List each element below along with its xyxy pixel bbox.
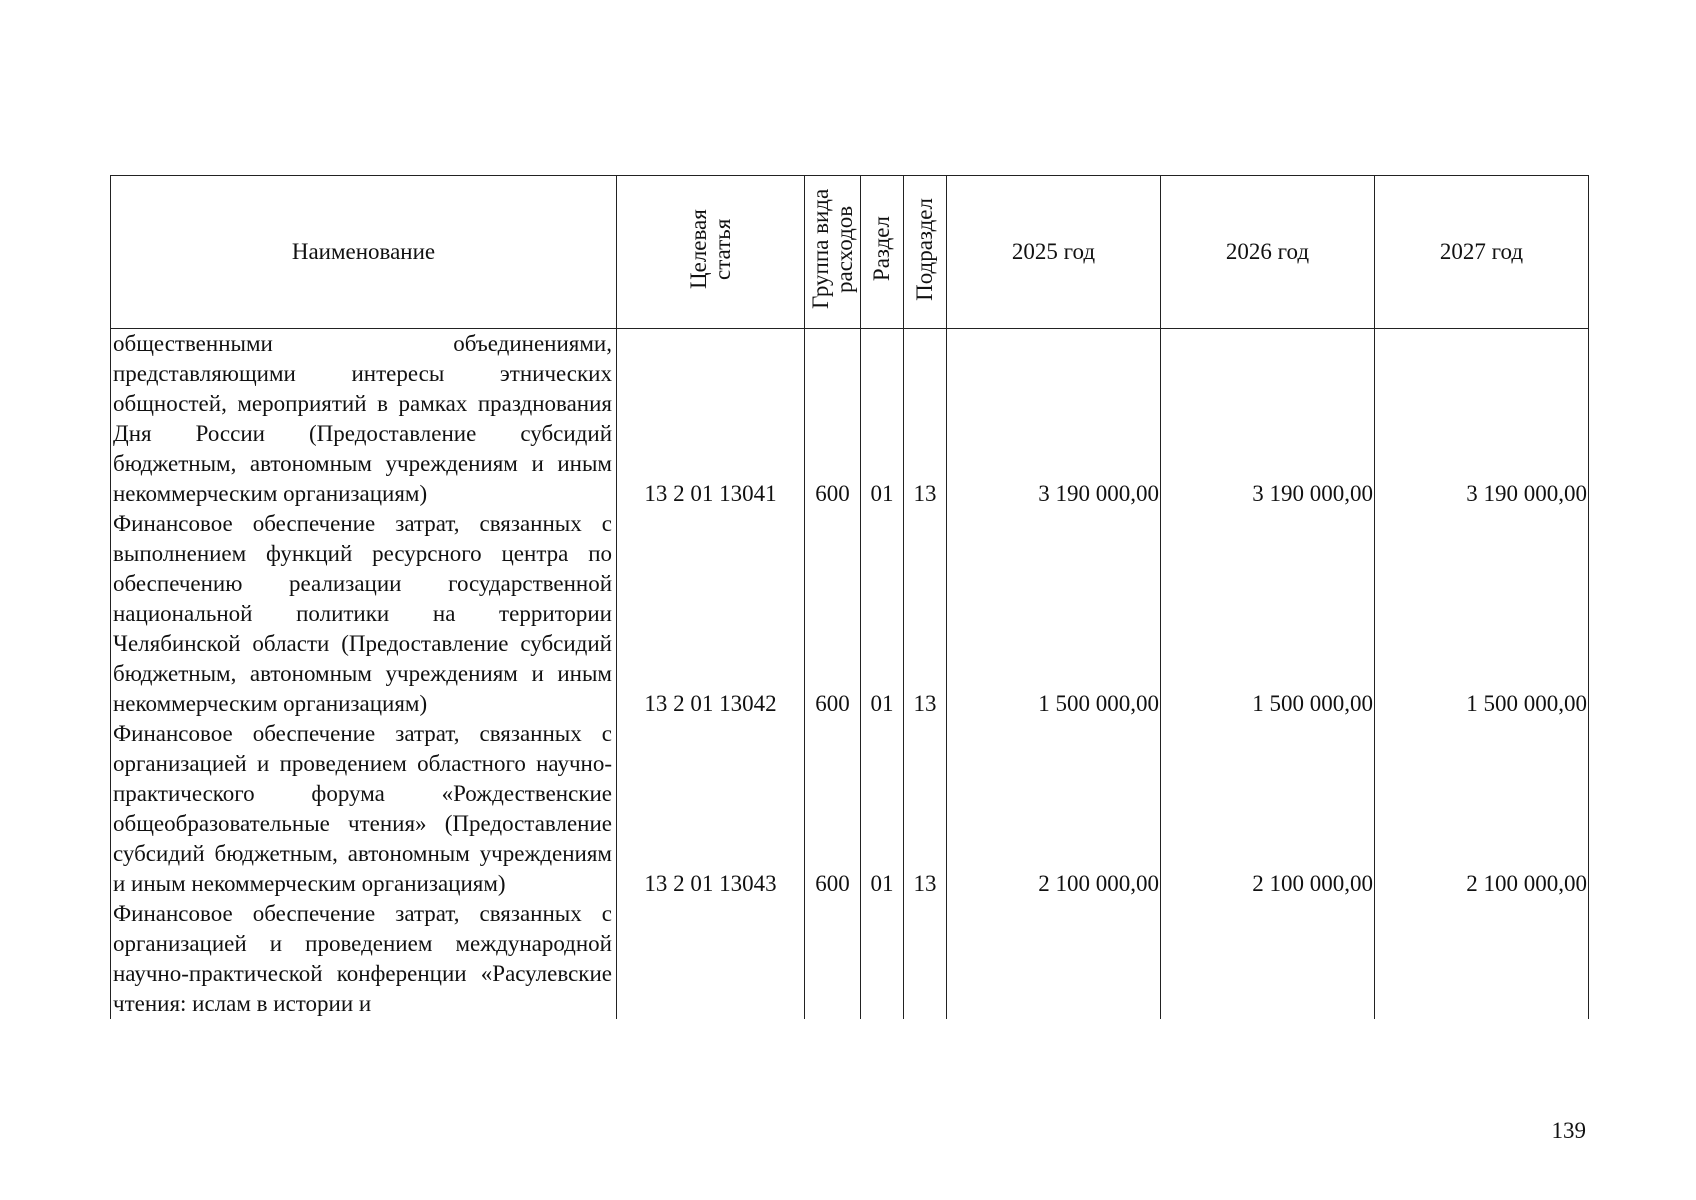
row-section: [861, 899, 904, 1019]
row-subsection: 13: [904, 329, 947, 510]
table-row: [111, 899, 1589, 1019]
header-target: Целевая статья: [617, 176, 805, 329]
header-section: Раздел: [861, 176, 904, 329]
row-name: Финансовое обеспечение затрат, связанных с организацией и проведением международной научно-практической конференции «Расулевские чтения: ислам в истории и: [111, 899, 617, 1019]
header-name: Наименование: [111, 176, 617, 329]
row-group: 600: [805, 329, 861, 510]
row-2026: [1161, 899, 1375, 1019]
header-subsection: Подраздел: [904, 176, 947, 329]
row-2025: 3 190 000,00: [947, 329, 1161, 510]
header-group: Группа вида расходов: [805, 176, 861, 329]
row-target: 13 2 01 13041: [617, 329, 805, 510]
row-2025: 2 100 000,00: [947, 719, 1161, 899]
table-row: [111, 509, 1589, 719]
row-group: 600: [805, 719, 861, 899]
row-subsection: 13: [904, 719, 947, 899]
header-year-2026: 2026 год: [1161, 176, 1375, 329]
row-target: [617, 899, 805, 1019]
row-2026: 2 100 000,00: [1161, 719, 1375, 899]
row-name: Финансовое обеспечение затрат, связанных с выполнением функций ресурсного центра по обеспечению реализации государственной национальной политики на территории Челябинской области (Предоставление субсидий бюджетным, автономным учреждениям и иным некоммерческим организациям): [111, 509, 617, 719]
table-header-row: [111, 176, 1589, 329]
row-target: 13 2 01 13042: [617, 509, 805, 719]
table-row: [111, 329, 1589, 510]
row-2027: 1 500 000,00: [1375, 509, 1589, 719]
row-2027: 2 100 000,00: [1375, 719, 1589, 899]
row-name: Финансовое обеспечение затрат, связанных с организацией и проведением областного научно-практического форума «Рождественские общеобразовательные чтения» (Предоставление субсидий бюджетным, автономным учреждениям и иным некоммерческим организациям): [111, 719, 617, 899]
row-subsection: [904, 899, 947, 1019]
row-2026: 1 500 000,00: [1161, 509, 1375, 719]
row-subsection: 13: [904, 509, 947, 719]
row-2027: 3 190 000,00: [1375, 329, 1589, 510]
row-section: 01: [861, 509, 904, 719]
row-2025: [947, 899, 1161, 1019]
row-2025: 1 500 000,00: [947, 509, 1161, 719]
row-section: 01: [861, 329, 904, 510]
budget-table: [110, 175, 1589, 1019]
row-2026: 3 190 000,00: [1161, 329, 1375, 510]
row-group: [805, 899, 861, 1019]
table-row: [111, 719, 1589, 899]
row-2027: [1375, 899, 1589, 1019]
page-number: 139: [1551, 1118, 1586, 1143]
row-section: 01: [861, 719, 904, 899]
row-name: общественными объединениями, представляющими интересы этнических общностей, мероприятий в рамках празднования Дня России (Предоставление субсидий бюджетным, автономным учреждениям и иным некоммерческим организациям): [111, 329, 617, 510]
row-target: 13 2 01 13043: [617, 719, 805, 899]
row-group: 600: [805, 509, 861, 719]
header-year-2027: 2027 год: [1375, 176, 1589, 329]
header-year-2025: 2025 год: [947, 176, 1161, 329]
